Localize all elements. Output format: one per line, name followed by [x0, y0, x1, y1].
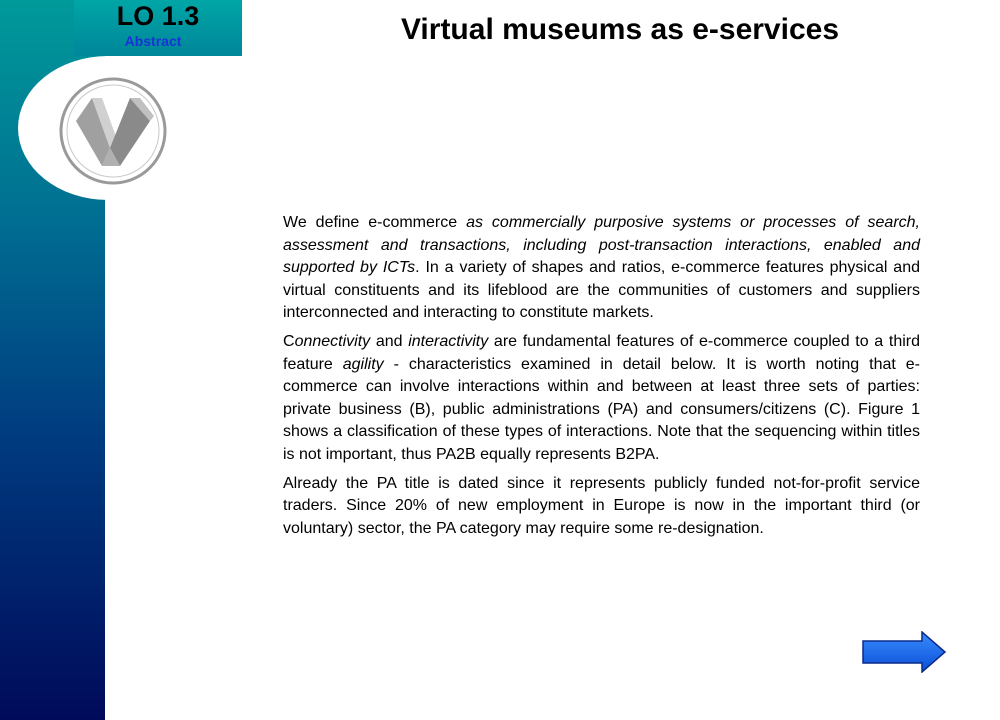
p2-s0: C: [283, 332, 295, 350]
p1-s0: We define e-commerce: [283, 214, 467, 231]
p1-s1-emphasis: as commercially purposive systems or processes of search, assessment and transactions, including post-transaction interactions, enabled and supported by ICTs: [283, 214, 920, 277]
paragraph-2: [283, 331, 920, 467]
p2-s6: - characteristics examined in detail below. It is worth noting that e-commerce can involve interactions within and between at least three sets of parties: private business (B), public administrations (PA) and consumers/citizens (C). Figure 1 shows a classification of these types of interactions. Note that the sequencing within titles is not important, thus PA2B equally represents B2PA.: [283, 355, 920, 463]
body-content: [283, 212, 920, 546]
p2-s1-emphasis: onnectivity: [294, 332, 371, 350]
page-title: Virtual museums as e-services: [400, 13, 840, 46]
p1-s2: . In a variety of shapes and ratios, e-commerce features physical and virtual constituents and its lifeblood are the communities of customers and suppliers interconnected and interacting to constitute markets.: [283, 259, 920, 322]
p3-s0: Already the PA title is dated since it represents publicly funded not-for-profit service traders. Since 20% of new employment in Europe is now in the important third (or voluntary) sector, the PA category may require some re-designation.: [283, 474, 920, 537]
right-arrow-icon[interactable]: [862, 631, 946, 673]
paragraph-1: [283, 212, 920, 325]
section-label: Abstract: [124, 33, 182, 49]
p2-s2: and: [370, 332, 409, 350]
lo-code: LO 1.3: [116, 1, 200, 31]
project-logo-icon: [58, 76, 168, 186]
p2-s4: are fundamental features of e-commerce coupled to a third feature: [283, 332, 921, 373]
p2-s5-emphasis: agility: [342, 355, 384, 373]
paragraph-3: [283, 473, 920, 541]
p2-s3-emphasis: interactivity: [408, 332, 489, 350]
